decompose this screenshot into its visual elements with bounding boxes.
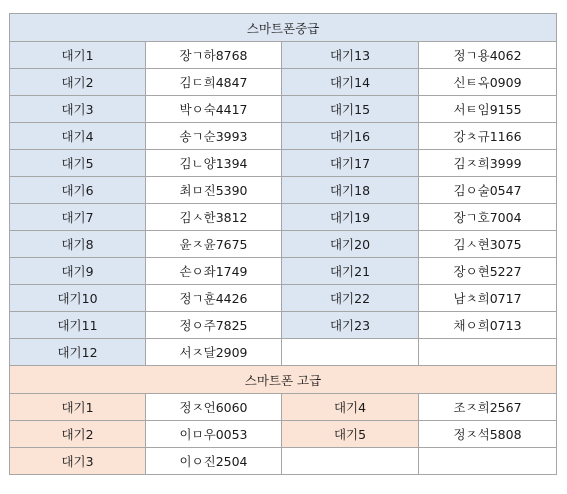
waitlist-name: 정ㄱ훈4426 bbox=[146, 285, 282, 312]
waitlist-label: 대기2 bbox=[10, 69, 146, 96]
waitlist-name: 김ㄷ희4847 bbox=[146, 69, 282, 96]
waitlist-label: 대기5 bbox=[10, 150, 146, 177]
waitlist-label: 대기23 bbox=[282, 312, 419, 339]
waitlist-name: 채ㅇ희0713 bbox=[419, 312, 557, 339]
waitlist-name: 신ㅌ옥0909 bbox=[419, 69, 557, 96]
waitlist-label: 대기14 bbox=[282, 69, 419, 96]
waitlist-name: 장ㄱ하8768 bbox=[146, 42, 282, 69]
waitlist-name: 남ㅊ희0717 bbox=[419, 285, 557, 312]
table-row bbox=[10, 231, 557, 258]
section-title-row bbox=[10, 366, 557, 394]
waitlist-label: 대기3 bbox=[10, 96, 146, 123]
waitlist-name: 김ㅈ희3999 bbox=[419, 150, 557, 177]
waitlist-label: 대기4 bbox=[10, 123, 146, 150]
table-row bbox=[10, 421, 557, 448]
waitlist-name: 서ㅌ임9155 bbox=[419, 96, 557, 123]
waitlist-name: 장ㅇ현5227 bbox=[419, 258, 557, 285]
section-title: 스마트폰 고급 bbox=[10, 366, 557, 394]
waitlist-name: 김ㅅ한3812 bbox=[146, 204, 282, 231]
waitlist-name: 박ㅇ숙4417 bbox=[146, 96, 282, 123]
empty-cell bbox=[419, 448, 557, 475]
table-row bbox=[10, 177, 557, 204]
table-row bbox=[10, 285, 557, 312]
waitlist-label: 대기4 bbox=[282, 394, 419, 421]
table-row bbox=[10, 150, 557, 177]
waitlist-label: 대기1 bbox=[10, 42, 146, 69]
waitlist-label: 대기19 bbox=[282, 204, 419, 231]
waitlist-label: 대기17 bbox=[282, 150, 419, 177]
waitlist-name: 정ㅈ언6060 bbox=[146, 394, 282, 421]
table-row bbox=[10, 339, 557, 366]
empty-cell bbox=[419, 339, 557, 366]
waitlist-label: 대기2 bbox=[10, 421, 146, 448]
empty-cell bbox=[282, 339, 419, 366]
waitlist-label: 대기22 bbox=[282, 285, 419, 312]
table-row bbox=[10, 204, 557, 231]
waitlist-name: 정ㅈ석5808 bbox=[419, 421, 557, 448]
waitlist-label: 대기13 bbox=[282, 42, 419, 69]
waitlist-label: 대기7 bbox=[10, 204, 146, 231]
waitlist-label: 대기12 bbox=[10, 339, 146, 366]
section-title-row bbox=[10, 14, 557, 42]
waitlist-name: 강ㅊ규1166 bbox=[419, 123, 557, 150]
waitlist-name: 장ㄱ호7004 bbox=[419, 204, 557, 231]
table-row bbox=[10, 258, 557, 285]
table-row bbox=[10, 123, 557, 150]
waitlist-name: 서ㅈ달2909 bbox=[146, 339, 282, 366]
waitlist-label: 대기9 bbox=[10, 258, 146, 285]
waitlist-label: 대기8 bbox=[10, 231, 146, 258]
table-row bbox=[10, 96, 557, 123]
waitlist-label: 대기18 bbox=[282, 177, 419, 204]
waitlist-name: 정ㅇ주7825 bbox=[146, 312, 282, 339]
waitlist-name: 윤ㅈ윤7675 bbox=[146, 231, 282, 258]
waitlist-name: 김ㅇ술0547 bbox=[419, 177, 557, 204]
waitlist-table bbox=[9, 13, 557, 475]
waitlist-label: 대기5 bbox=[282, 421, 419, 448]
waitlist-label: 대기6 bbox=[10, 177, 146, 204]
waitlist-label: 대기1 bbox=[10, 394, 146, 421]
waitlist-name: 송ㄱ순3993 bbox=[146, 123, 282, 150]
waitlist-name: 김ㄴ양1394 bbox=[146, 150, 282, 177]
waitlist-label: 대기21 bbox=[282, 258, 419, 285]
waitlist-name: 최ㅁ진5390 bbox=[146, 177, 282, 204]
table-row bbox=[10, 448, 557, 475]
table-row bbox=[10, 312, 557, 339]
waitlist-label: 대기20 bbox=[282, 231, 419, 258]
waitlist-name: 손ㅇ좌1749 bbox=[146, 258, 282, 285]
waitlist-name: 이ㅁ우0053 bbox=[146, 421, 282, 448]
waitlist-label: 대기3 bbox=[10, 448, 146, 475]
waitlist-name: 이ㅇ진2504 bbox=[146, 448, 282, 475]
waitlist-label: 대기15 bbox=[282, 96, 419, 123]
waitlist-name: 김ㅅ현3075 bbox=[419, 231, 557, 258]
waitlist-name: 조ㅈ희2567 bbox=[419, 394, 557, 421]
section-title: 스마트폰중급 bbox=[10, 14, 557, 42]
table-row bbox=[10, 69, 557, 96]
waitlist-label: 대기10 bbox=[10, 285, 146, 312]
waitlist-name: 정ㄱ용4062 bbox=[419, 42, 557, 69]
table-row bbox=[10, 42, 557, 69]
waitlist-label: 대기16 bbox=[282, 123, 419, 150]
table-row bbox=[10, 394, 557, 421]
waitlist-label: 대기11 bbox=[10, 312, 146, 339]
empty-cell bbox=[282, 448, 419, 475]
